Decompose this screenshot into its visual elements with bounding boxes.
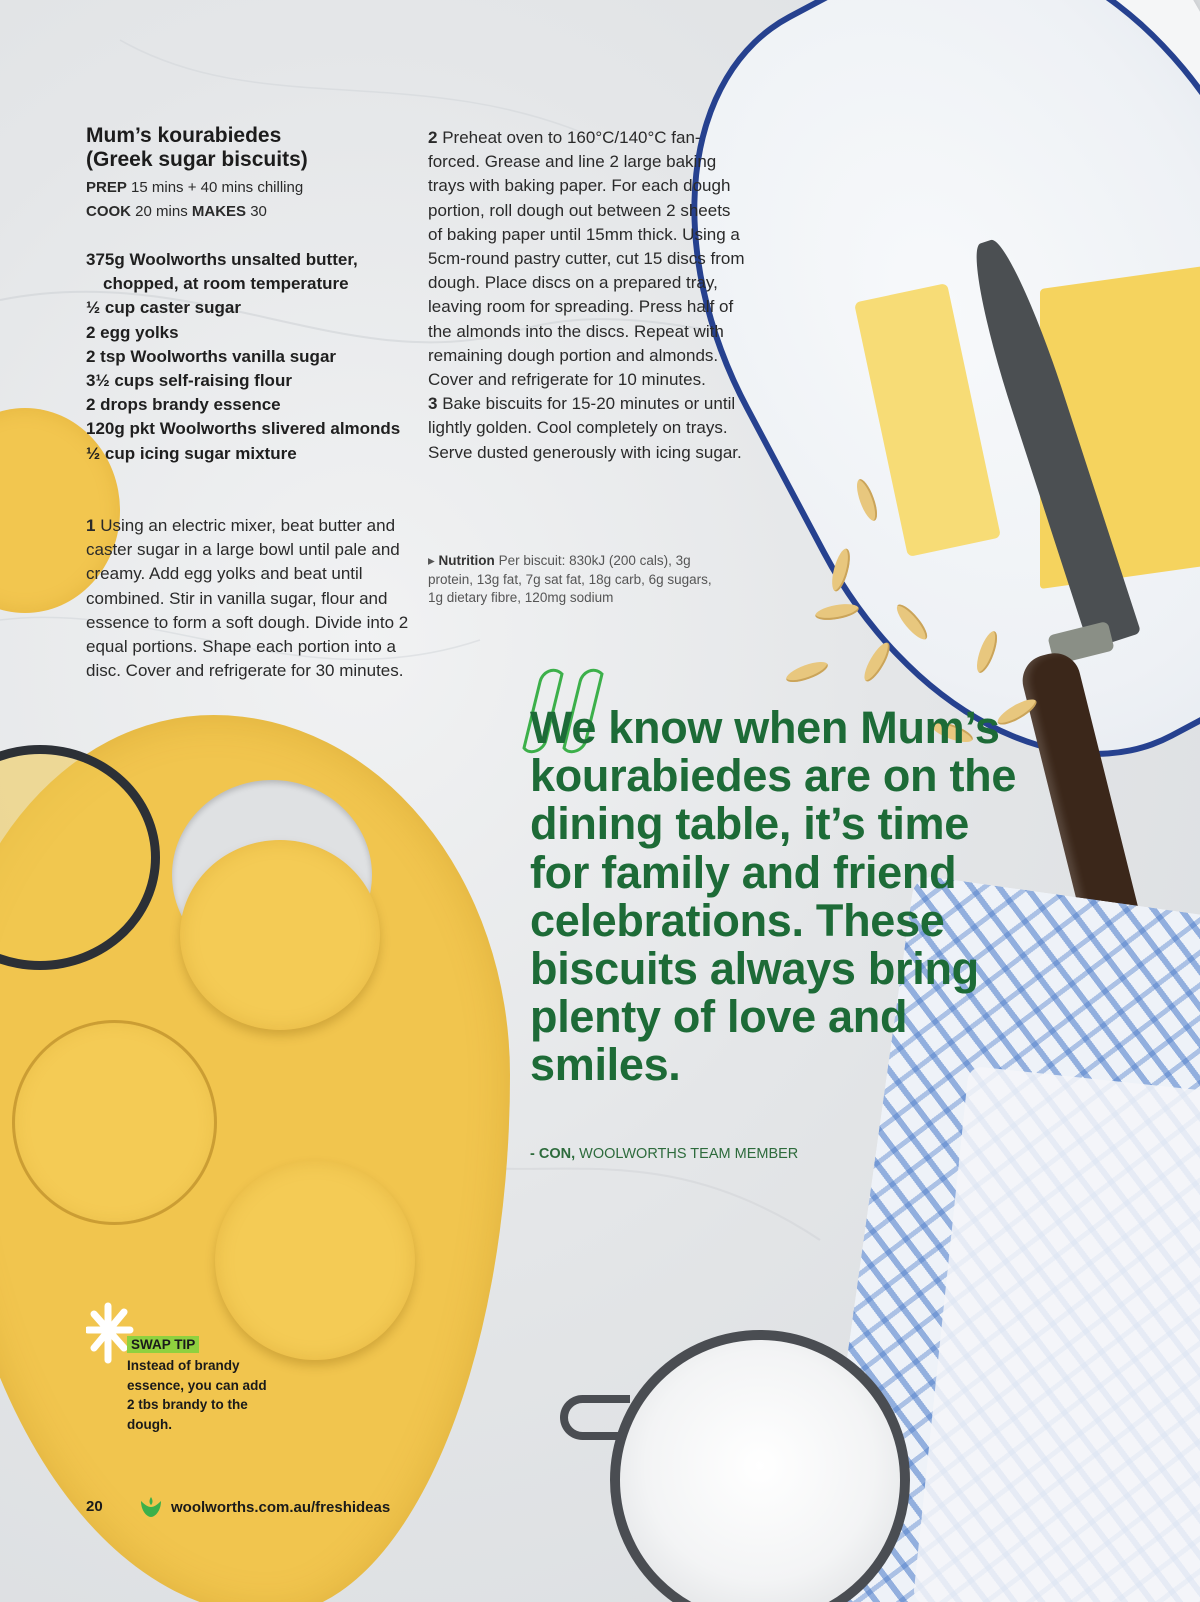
ingredient-item: 2 egg yolks (86, 322, 179, 342)
step-number: 3 (428, 394, 438, 414)
step-number: 1 (86, 516, 96, 535)
ingredient-item: 2 tsp Woolworths vanilla sugar (86, 346, 337, 366)
recipe-title-line2: (Greek sugar biscuits) (86, 148, 308, 171)
cook-label: COOK (86, 203, 131, 220)
nutrition-info (428, 552, 728, 608)
dough-disc (215, 1160, 415, 1360)
recipe-title (86, 124, 416, 172)
quote-attribution (530, 1146, 970, 1162)
footer-url-link[interactable]: woolworths.com.au/freshideas (171, 1499, 391, 1516)
step-text: Bake biscuits for 15-20 minutes or until lightly golden. Cool completely on trays. Serve dusted generously with icing sugar. (428, 394, 742, 462)
woolworths-logo-icon (137, 1495, 165, 1519)
recipe-title-line1: Mum’s kourabiedes (86, 124, 282, 147)
swap-tip-text: Instead of brandy essence, you can add 2 tbs brandy to the dough. (127, 1358, 267, 1432)
prep-label: PREP (86, 179, 127, 196)
nutrition-text: Per biscuit: 830kJ (200 cals), 3g protein, 13g fat, 7g sat fat, 18g carb, 6g sugars, 1g dietary fibre, 120mg sodium (428, 553, 712, 605)
ingredient-item: 3½ cups self-raising flour (86, 371, 292, 391)
cook-value: 20 mins (135, 203, 188, 220)
nutrition-label: Nutrition (438, 553, 495, 568)
ingredient-item: ½ cup caster sugar (86, 298, 241, 318)
step-text: Preheat oven to 160°C/140°C fan-forced. Grease and line 2 large baking trays with baking paper. For each dough portion, roll dough out between 2 sheets of baking paper until 15mm thick. Using a 5cm-round pastry cutter, cut 15 discs from dough. Place discs on a prepared tray, leaving room for spreading. Press half of the almonds into the discs. Repeat with remaining dough portion and almonds. Cover and refrigerate for 10 minutes. (428, 128, 745, 390)
prep-value: 15 mins + 40 mins chilling (131, 179, 304, 196)
method-step-1 (86, 514, 416, 683)
method-steps-2-3 (428, 126, 746, 465)
method-step-2 (428, 126, 746, 392)
ingredient-item: ½ cup icing sugar mixture (86, 443, 297, 463)
recipe-meta (86, 176, 416, 224)
dough-disc (180, 840, 380, 1030)
attribution-role: WOOLWORTHS TEAM MEMBER (579, 1146, 799, 1162)
page-number: 20 (86, 1498, 103, 1515)
ingredient-item: 120g pkt Woolworths slivered almonds (86, 419, 401, 439)
makes-value: 30 (250, 203, 267, 220)
dough-disc (12, 1020, 217, 1225)
triangle-bullet-icon: ▸ (428, 553, 435, 568)
step-text: Using an electric mixer, beat butter and caster sugar in a large bowl until pale and creamy. Add egg yolks and beat until combined. Stir in vanilla sugar, flour and essence to form a soft dough. Divide into 2 equal portions. Shape each portion into a disc. Cover and refrigerate for 30 minutes. (86, 516, 409, 681)
swap-tip-label: SWAP TIP (127, 1336, 199, 1353)
step-number: 2 (428, 128, 438, 147)
ingredient-item: 375g Woolworths unsalted butter, chopped, at room temperature (86, 250, 358, 294)
ingredient-list (86, 248, 416, 466)
ingredient-item: 2 drops brandy essence (86, 395, 281, 415)
makes-label: MAKES (191, 203, 247, 220)
pull-quote: We know when Mum’s kourabiedes are on the dining table, it’s time for family and friend celebrations. These biscuits always bring plenty of love and smiles. (530, 702, 1017, 1091)
attribution-name: - CON, (530, 1146, 576, 1162)
method-step-3 (428, 392, 746, 465)
